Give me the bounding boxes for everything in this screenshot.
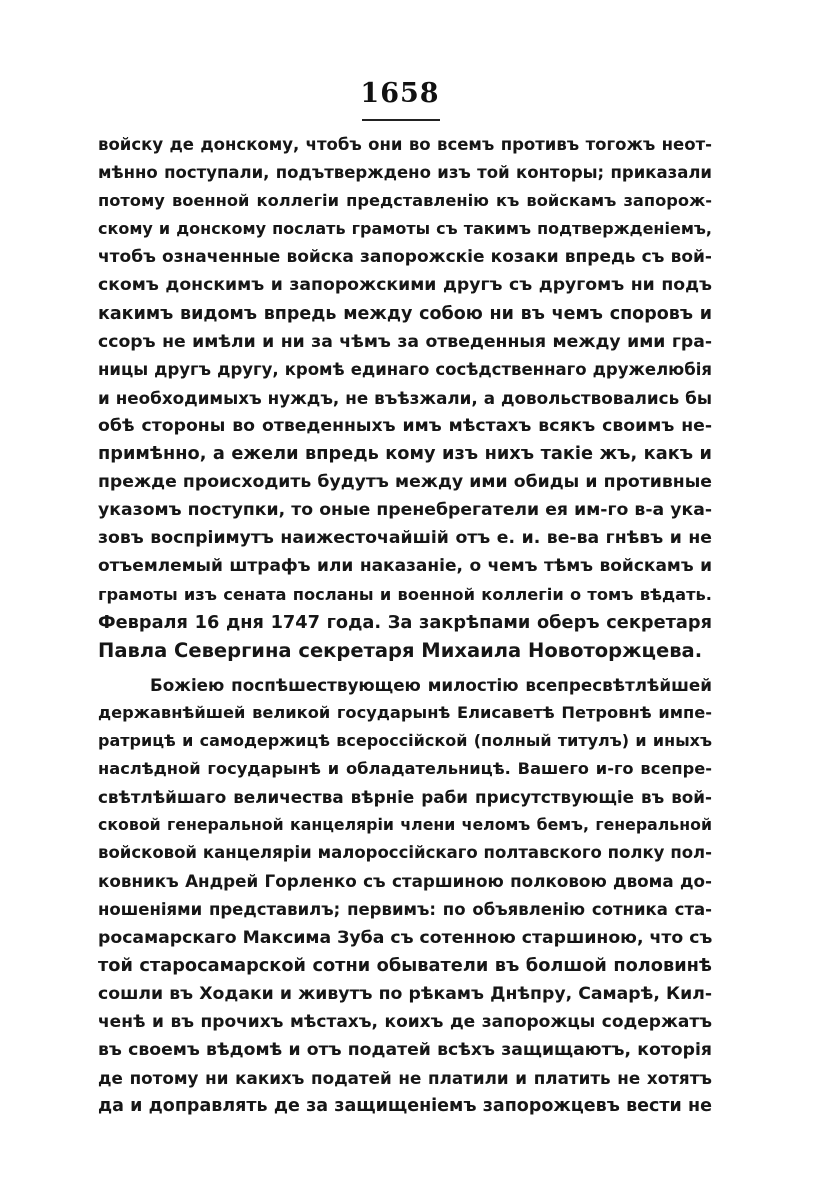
- text-line: скому и донскому послать грамоты съ такимъ подтвержденіемъ,: [98, 219, 712, 239]
- text-line: какимъ видомъ впредь между собою ни въ чемъ споровъ и: [98, 303, 712, 324]
- text-line: державнѣйшей великой государынѣ Елисаветѣ Петровнѣ импе-: [98, 702, 712, 722]
- text-line: Павла Севергина секретаря Михаила Новоторжцева.: [98, 638, 703, 662]
- text-line: грамоты изъ сената посланы и военной коллегіи о томъ вѣдать.: [98, 584, 712, 604]
- text-line: зовъ воспріимутъ наижесточайшій отъ е. и. ве-ва гнѣвъ и не: [98, 528, 712, 549]
- text-line: отъемлемый штрафъ или наказаніе, о чемъ тѣмъ войскамъ и: [98, 556, 712, 577]
- page-number: 1658: [360, 78, 440, 109]
- text-line: ссоръ не имѣли и ни за чѣмъ за отведенныя между ими гра-: [98, 331, 712, 352]
- paragraph: [98, 671, 712, 1121]
- page-number-rule: [362, 119, 440, 121]
- text-line: ковникъ Андрей Горленко съ старшиною полковою двома до-: [98, 871, 712, 892]
- text-line: чтобъ означенные войска запорожскіе козаки впредь съ вой-: [98, 247, 712, 268]
- text-line: обѣ стороны во отведенныхъ имъ мѣстахъ всякъ своимъ не-: [98, 415, 712, 436]
- text-line: указомъ поступки, то оные пренебрегатели ея им-го в-а ука-: [98, 500, 712, 521]
- text-line: войсковой канцеляріи малороссійскаго полтавского полку пол-: [98, 843, 712, 863]
- text-line: той старосамарской сотни обыватели въ болшой половинѣ: [98, 955, 712, 976]
- text-line: и необходимыхъ нуждъ, не въѣзжали, а довольствовались бы: [98, 387, 712, 408]
- text-line: мѣнно поступали, подътверждено изъ той конторы; приказали: [98, 163, 712, 183]
- text-line: да и доправлять де за защищеніемъ запорожцевъ вести не: [98, 1096, 712, 1117]
- text-line: прежде происходить будутъ между ими обиды и противные: [98, 472, 712, 493]
- text-line: наслѣдной государынѣ и обладательницѣ. Вашего и-го всепре-: [98, 759, 712, 779]
- text-line: скомъ донскимъ и запорожскими другъ съ другомъ ни подъ: [98, 275, 712, 296]
- text-line: сошли въ Ходаки и живутъ по рѣкамъ Днѣпру, Самарѣ, Кил-: [98, 983, 712, 1004]
- text-line: росамарскаго Максима Зуба съ сотенною старшиною, что съ: [98, 927, 713, 948]
- text-line: свѣтлѣйшаго величества вѣрніе раби присутствующіе въ вой-: [98, 787, 712, 808]
- text-line: ратрицѣ и самодержицѣ всероссійской (полный титулъ) и иныхъ: [98, 730, 712, 750]
- text-line: Февраля 16 дня 1747 года. За закрѣпами оберъ секретаря: [98, 612, 712, 633]
- paragraph: [98, 131, 712, 665]
- text-line: примѣнно, а ежели впредь кому изъ нихъ такіе жъ, какъ и: [98, 444, 712, 465]
- text-line: потому военной коллегіи представленію къ войскамъ запорож-: [98, 191, 712, 211]
- text-line: де потому ни какихъ податей не платили и платить не хотятъ: [98, 1068, 712, 1089]
- text-line: войску де донскому, чтобъ они во всемъ противъ тогожъ неот-: [98, 135, 712, 154]
- text-line: въ своемъ вѣдомѣ и отъ податей всѣхъ защищаютъ, которія: [98, 1040, 712, 1060]
- text-line: сковой генеральной канцеляріи члени челомъ бемъ, генеральной: [98, 815, 712, 835]
- text-line: Божіею поспѣшествующею милостію всепресвѣтлѣйшей: [150, 674, 712, 695]
- text-line: ченѣ и въ прочихъ мѣстахъ, коихъ де запорожцы содержатъ: [98, 1011, 712, 1032]
- body-text: [98, 131, 712, 1120]
- text-line: ношеніями представилъ; первимъ: по объявленію сотника ста-: [98, 899, 712, 919]
- text-line: ницы другъ другу, кромѣ единаго сосѣдственнаго дружелюбія: [98, 359, 712, 379]
